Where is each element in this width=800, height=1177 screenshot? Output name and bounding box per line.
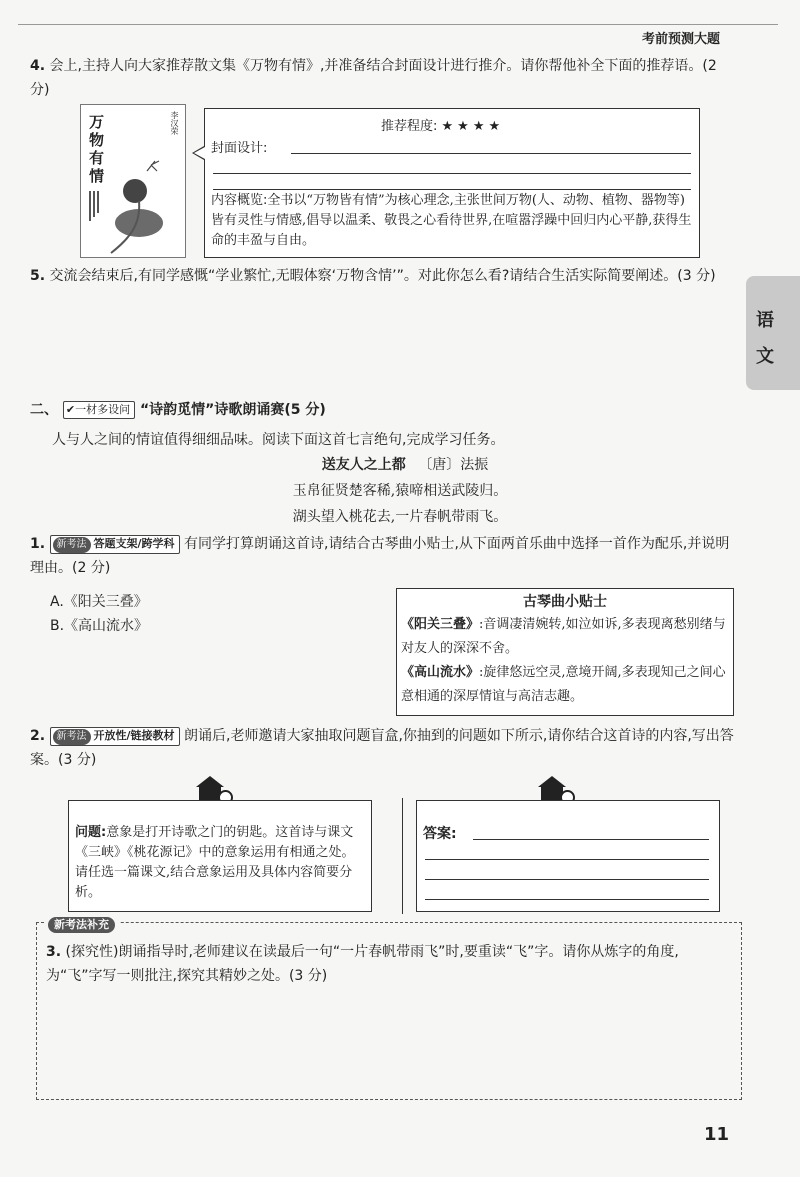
design-label: 封面设计:: [211, 141, 268, 156]
subquestion-3: [46, 940, 732, 988]
question-number: 2.: [30, 728, 46, 744]
supplementary-tag-box: [48, 917, 115, 933]
cover-author: 李汉荣: [170, 111, 179, 135]
rating-row: [381, 115, 504, 134]
option-a: A.《阳关三叠》: [50, 594, 148, 610]
summary-label: 内容概览:: [211, 193, 268, 208]
poem-line: 玉帛征贤楚客稀,猿啼相送武陵归。: [292, 483, 508, 499]
poem-author: 〔唐〕法振: [418, 457, 489, 473]
answer-line: [213, 173, 691, 174]
poem: [0, 454, 800, 530]
recommendation-box: [204, 108, 700, 258]
question-text: 朗诵后,老师邀请大家抽取问题盲盒,你抽到的问题如下所示,请你结合这首诗的内容,写出答案。(3 分): [30, 728, 734, 768]
section-number: 二、: [30, 402, 58, 418]
question-body: 意象是打开诗歌之门的钥匙。这首诗与课文《三峡》《桃花源记》中的意象运用有相通之处。请任选一篇课文,结合意象运用及具体内容简要分析。: [75, 825, 355, 900]
question-text: 交流会结束后,有同学感慨“学业繁忙,无暇体察‘万物含情’”。对此你怎么看?请结合生活实际简要阐述。(3 分): [49, 268, 716, 284]
supplementary-tag: [44, 914, 119, 933]
speech-pointer-fill: [194, 147, 205, 159]
summary-text: 全书以“万物皆有情”为核心理念,主张世间万物(人、动物、植物、器物等)皆有灵性与情感,倡导以温柔、敬畏之心看待世界,在喧嚣浮躁中回归内心平静,获得生命的丰盈与自由。: [211, 193, 692, 248]
answer-line: [425, 899, 709, 900]
question-number: 4.: [30, 58, 46, 74]
question-number: 5.: [30, 268, 46, 284]
answer-line: [425, 879, 709, 880]
poem-title: 送友人之上都: [321, 457, 406, 473]
poem-line: 湖头望入桃花去,一片春帆带雨飞。: [292, 509, 508, 525]
question-number: 3.: [46, 944, 62, 960]
tag-text: 答题支架/跨学科: [93, 536, 175, 550]
poem-heading: [0, 454, 800, 476]
tip-text: :旋律悠远空灵,意境开阔,多表现知己之间心意相通的深厚情谊与高洁志趣。: [401, 665, 726, 704]
tip-name: 《阳关三叠》: [401, 617, 480, 632]
section-2-heading: [30, 400, 326, 420]
book-cover: [80, 104, 186, 258]
section-title: “诗韵觅情”诗歌朗诵赛(5 分): [139, 402, 326, 418]
tip-text: :音调凄清婉转,如泣如诉,多表现离愁别绪与对友人的深深不舍。: [401, 617, 726, 656]
section-intro: 人与人之间的情谊值得细细品味。阅读下面这首七言绝句,完成学习任务。: [52, 432, 505, 448]
answer-line: [291, 153, 691, 154]
header-title: 考前预测大题: [641, 32, 720, 47]
question-card: [68, 800, 372, 912]
section-tag-text: 一材多设问: [75, 403, 131, 416]
question-number: 1.: [30, 536, 46, 552]
answer-card: [416, 800, 720, 912]
page-header: [18, 24, 778, 25]
tip-name: 《高山流水》: [401, 665, 480, 680]
question-text: (探究性)朗诵指导时,老师建议在读最后一句“一片春帆带雨飞”时,要重读“飞”字。请你从炼字的角度,为“飞”字写一则批注,探究其精妙之处。(3 分): [46, 944, 679, 984]
tip-1: [397, 613, 733, 661]
section-tag: [63, 401, 135, 419]
side-tab-char: 语: [756, 310, 774, 331]
guqin-tips-box: [396, 588, 734, 716]
question-tag: [50, 727, 180, 746]
cover-title-char: 情: [89, 167, 105, 185]
question-label: 问题:: [75, 825, 107, 840]
side-tab-char: 文: [756, 346, 774, 367]
cover-illustration: [81, 105, 185, 257]
question-text: 有同学打算朗诵这首诗,请结合古琴曲小贴士,从下面两首乐曲中选择一首作为配乐,并说明理由。(2 分): [30, 536, 730, 576]
page-number: 11: [704, 1124, 730, 1145]
cover-title-char: 物: [89, 131, 105, 149]
rating-label: 推荐程度:: [381, 119, 438, 134]
tips-title: 古琴曲小贴士: [523, 594, 607, 610]
answer-line: [473, 839, 709, 840]
option-b: B.《高山流水》: [50, 618, 149, 634]
card-divider: [402, 798, 403, 914]
question-5: [30, 264, 740, 288]
rating-stars: ★★★★: [441, 119, 505, 134]
subquestion-1: [30, 532, 742, 580]
question-card-text: [69, 801, 371, 903]
summary: [211, 191, 693, 251]
answer-line: [213, 189, 691, 190]
tag-text: 开放性/链接教材: [93, 728, 175, 742]
tag-pill: 新考法补充: [54, 917, 109, 931]
cover-title-char: 万: [89, 113, 105, 131]
check-icon: ✔: [65, 403, 76, 416]
cover-title-char: 有: [89, 149, 105, 167]
tip-2: [397, 661, 733, 709]
subquestion-2: [30, 724, 742, 772]
tag-pill: 新考法: [53, 729, 91, 745]
subject-side-tab: [746, 276, 800, 390]
tag-pill: 新考法: [53, 537, 91, 553]
question-text: 会上,主持人向大家推荐散文集《万物有情》,并准备结合封面设计进行推介。请你帮他补全下面的推荐语。(2 分): [30, 58, 717, 98]
answer-line: [425, 859, 709, 860]
question-4: [30, 54, 740, 102]
question-tag: [50, 535, 180, 554]
answer-label: 答案:: [423, 826, 457, 842]
